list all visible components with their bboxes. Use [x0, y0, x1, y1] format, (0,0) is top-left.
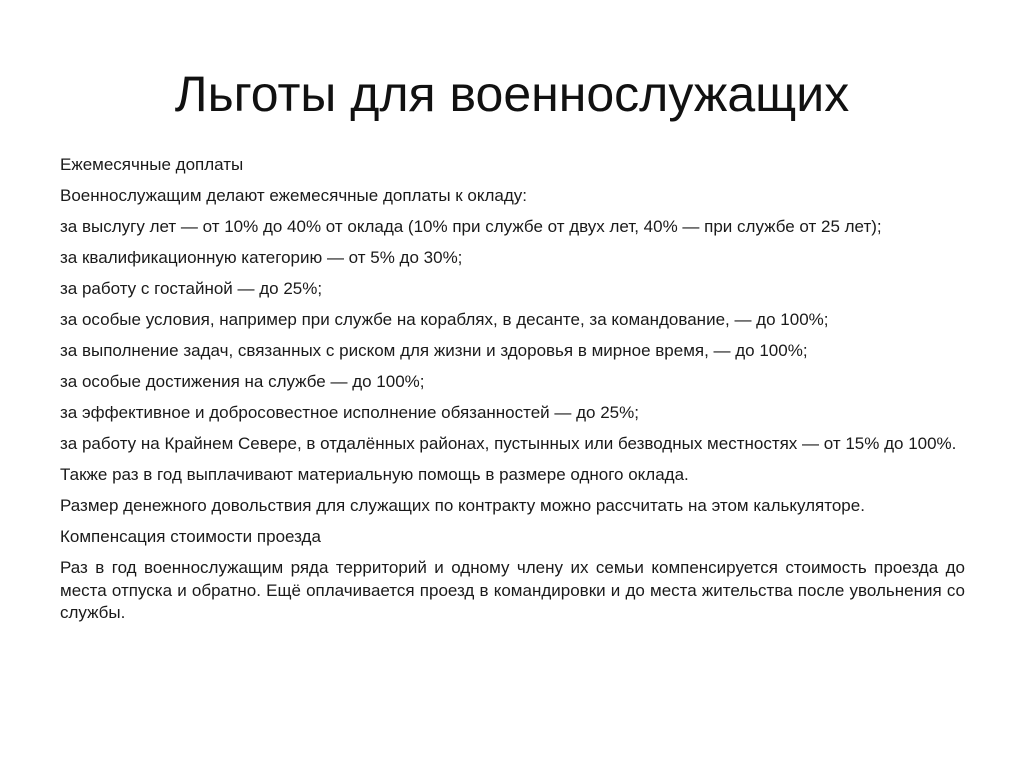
list-item: за работу на Крайнем Севере, в отдалённых районах, пустынных или безводных местностях — от 15% до 100%.	[60, 434, 957, 453]
list-item: за особые достижения на службе — до 100%;	[60, 372, 425, 391]
list-item: за эффективное и добросовестное исполнение обязанностей — до 25%;	[60, 403, 639, 422]
list-item: за работу с гостайной — до 25%;	[60, 279, 323, 298]
list-item: за выслугу лет — от 10% до 40% от оклада (10% при службе от двух лет, 40% — при службе от 25 лет);	[60, 217, 882, 236]
section-heading-travel-compensation: Компенсация стоимости проезда	[60, 527, 321, 546]
list-item: за квалификационную категорию — от 5% до 30%;	[60, 248, 463, 267]
list-item: за выполнение задач, связанных с риском для жизни и здоровья в мирное время, — до 100%;	[60, 341, 808, 360]
section-heading-monthly-payments: Ежемесячные доплаты	[60, 155, 244, 174]
slide-body	[60, 154, 965, 633]
body-paragraph: Также раз в год выплачивают материальную помощь в размере одного оклада.	[60, 465, 689, 484]
body-paragraph: Военнослужащим делают ежемесячные доплаты к окладу:	[60, 186, 528, 205]
slide-title: Льготы для военнослужащих	[174, 66, 850, 122]
body-paragraph: Размер денежного довольствия для служащих по контракту можно рассчитать на этом калькуляторе.	[60, 496, 865, 515]
list-item: за особые условия, например при службе на кораблях, в десанте, за командование, — до 100%;	[60, 310, 829, 329]
body-paragraph: Раз в год военнослужащим ряда территорий и одному члену их семьи компенсируется стоимость проезда до места отпуска и обратно. Ещё оплачивается проезд в командировки и до места жительства после увольнения со службы.	[60, 558, 965, 622]
